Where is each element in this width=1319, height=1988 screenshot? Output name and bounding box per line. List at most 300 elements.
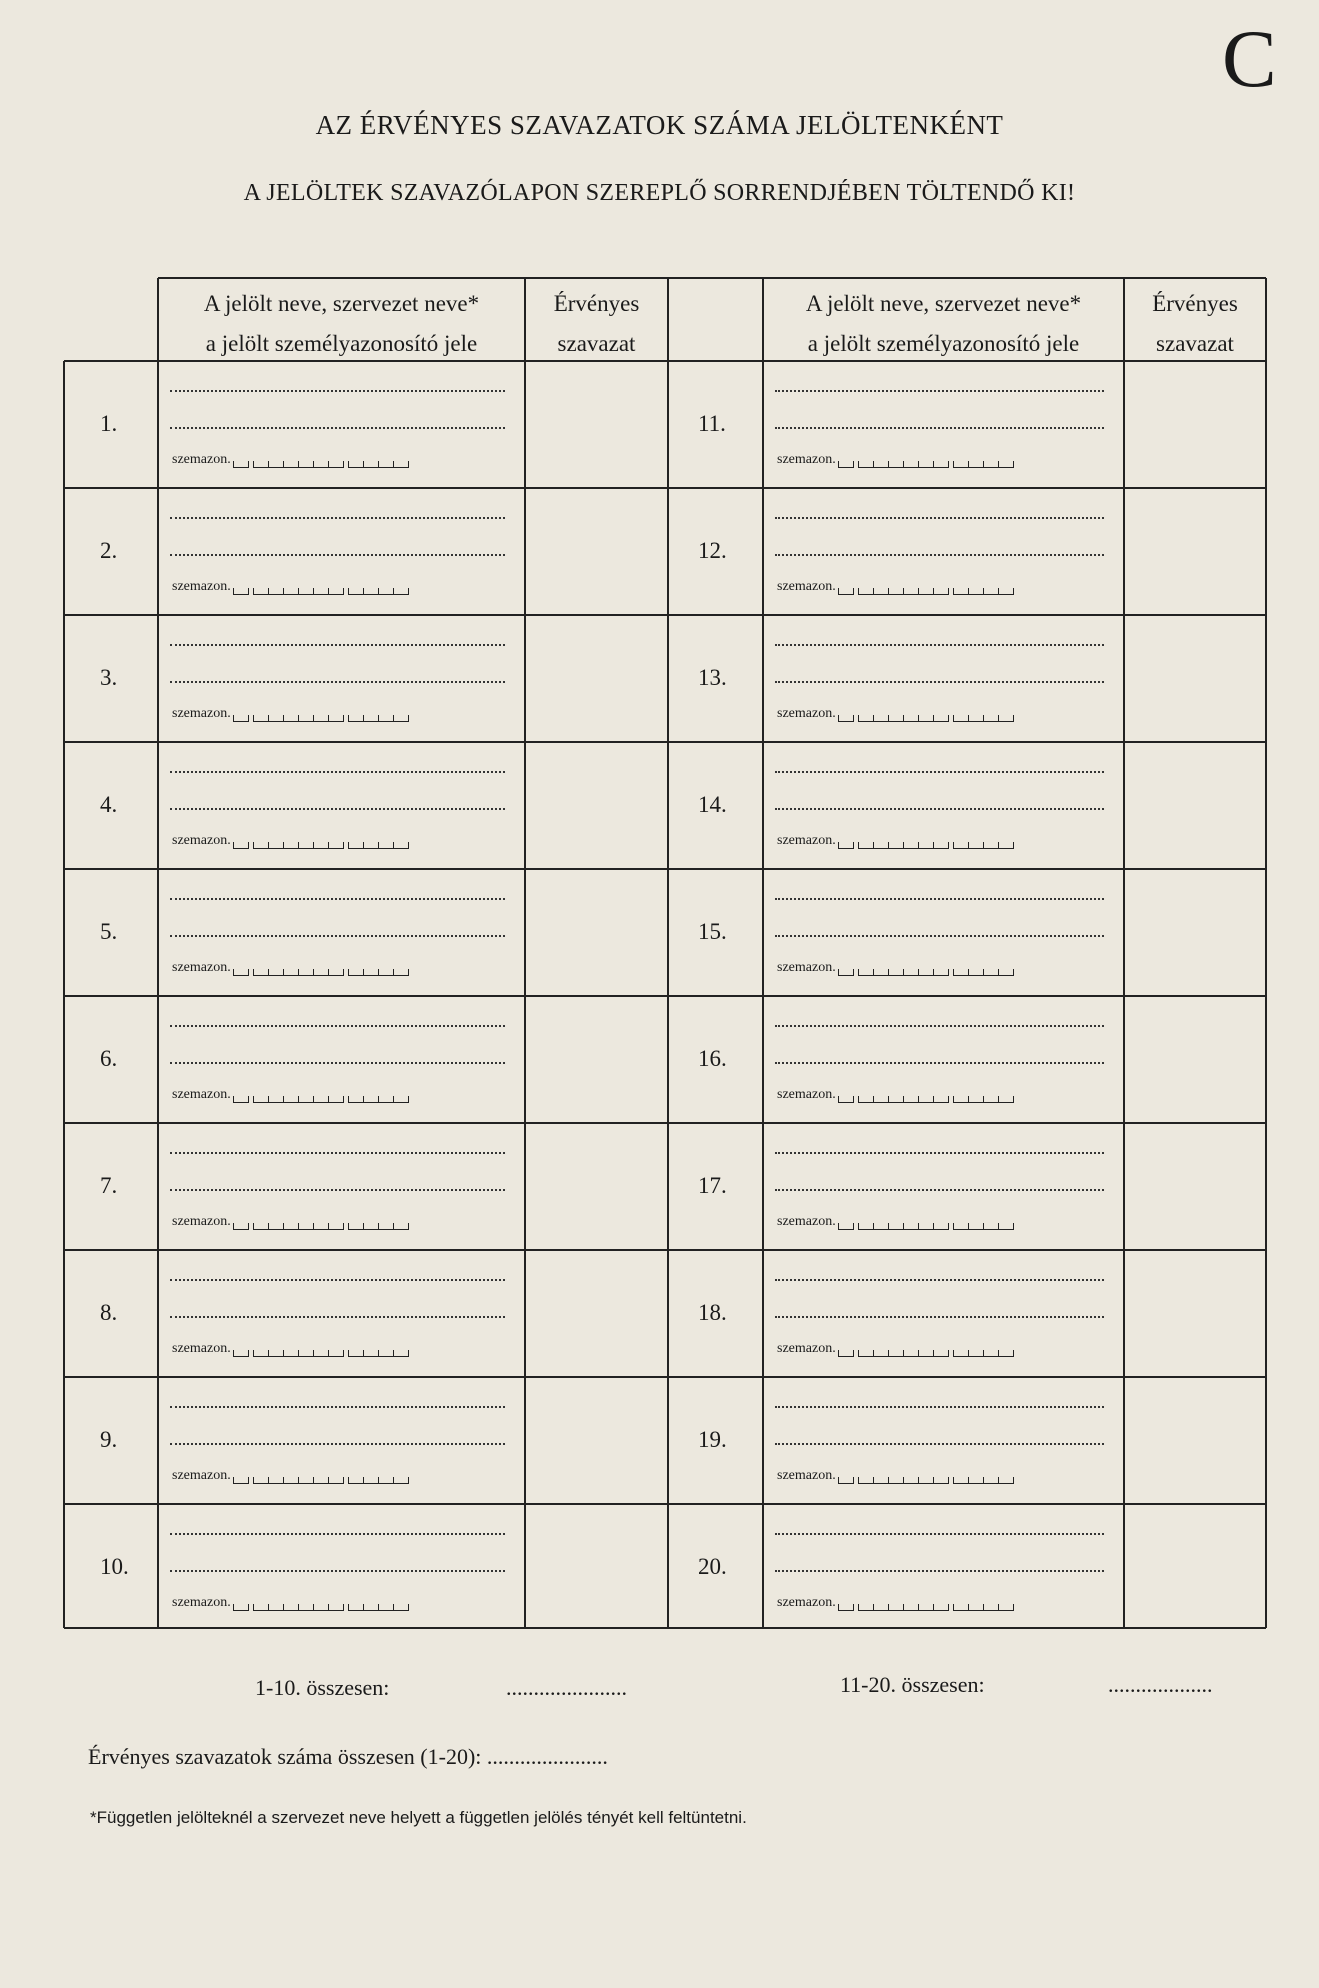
id-digit-box: [313, 715, 328, 722]
votes-cell[interactable]: [525, 1377, 665, 1504]
org-line-field[interactable]: [170, 681, 505, 683]
id-digit-box: [363, 1604, 378, 1611]
header-name-line1: A jelölt neve, szervezet neve*: [805, 291, 1082, 316]
id-digit-box: [983, 1350, 998, 1357]
votes-cell[interactable]: [1124, 1504, 1264, 1631]
id-digit-box: [233, 842, 249, 849]
id-digit-box: [873, 969, 888, 976]
id-digit-box: [378, 588, 393, 595]
votes-cell[interactable]: [525, 1250, 665, 1377]
name-line-field[interactable]: [775, 644, 1104, 646]
row-number: 14.: [698, 792, 727, 817]
name-line-field[interactable]: [775, 771, 1104, 773]
total-1-10-label: 1-10. összesen:: [255, 1675, 390, 1700]
id-digit-box: [268, 715, 283, 722]
votes-cell[interactable]: [525, 869, 665, 996]
org-line-field[interactable]: [775, 808, 1104, 810]
id-digit-box: [253, 1223, 268, 1230]
id-digit-box: [348, 1223, 363, 1230]
id-digit-box: [933, 842, 949, 849]
id-digit-box: [363, 969, 378, 976]
id-digit-box: [298, 1350, 313, 1357]
votes-cell[interactable]: [1124, 488, 1264, 615]
id-digit-box: [268, 588, 283, 595]
form-title: AZ ÉRVÉNYES SZAVAZATOK SZÁMA JELÖLTENKÉNT: [315, 110, 1004, 140]
id-digit-box: [903, 842, 918, 849]
personal-id-label: szemazon.: [777, 1087, 836, 1102]
org-line-field[interactable]: [775, 935, 1104, 937]
id-digit-box: [983, 588, 998, 595]
id-digit-boxes[interactable]: [233, 1350, 409, 1357]
id-digit-box: [918, 588, 933, 595]
form-subtitle: A JELÖLTEK SZAVAZÓLAPON SZEREPLŐ SORRENDJÉBEN TÖLTENDŐ KI!: [243, 180, 1076, 206]
id-digit-box: [953, 715, 968, 722]
name-line-field[interactable]: [170, 898, 505, 900]
id-digit-box: [903, 1223, 918, 1230]
personal-id-field: [172, 452, 409, 468]
org-line-field[interactable]: [775, 1443, 1104, 1445]
id-digit-box: [858, 1477, 873, 1484]
id-digit-box: [313, 1604, 328, 1611]
id-digit-box: [268, 1477, 283, 1484]
id-digit-box: [983, 1604, 998, 1611]
org-line-field[interactable]: [170, 1570, 505, 1572]
row-number: 18.: [698, 1300, 727, 1325]
id-digit-boxes[interactable]: [233, 1604, 409, 1611]
total-1-10-field[interactable]: ......................: [506, 1675, 627, 1700]
grand-total-line[interactable]: Érvényes szavazatok száma összesen (1-20): ......................: [88, 1744, 608, 1769]
id-digit-boxes[interactable]: [838, 715, 1014, 722]
id-digit-box: [363, 588, 378, 595]
header-name-left: [158, 284, 525, 364]
personal-id-field: [777, 1595, 1014, 1611]
id-digit-box: [328, 1096, 344, 1103]
id-digit-box: [873, 588, 888, 595]
id-digit-box: [873, 1477, 888, 1484]
org-line-field[interactable]: [170, 808, 505, 810]
id-digit-box: [838, 588, 854, 595]
id-digit-box: [838, 1096, 854, 1103]
id-digit-box: [933, 1477, 949, 1484]
id-digit-box: [393, 588, 409, 595]
id-digit-box: [918, 969, 933, 976]
personal-id-label: szemazon.: [777, 1214, 836, 1229]
name-line-field[interactable]: [170, 771, 505, 773]
votes-cell[interactable]: [525, 1504, 665, 1631]
id-digit-box: [393, 1477, 409, 1484]
id-digit-box: [363, 1350, 378, 1357]
id-digit-box: [838, 1604, 854, 1611]
id-digit-box: [888, 1096, 903, 1103]
id-digit-box: [233, 1477, 249, 1484]
name-line-field[interactable]: [170, 1279, 505, 1281]
header-votes-left: [525, 284, 668, 364]
name-line-field[interactable]: [170, 1406, 505, 1408]
id-digit-box: [233, 715, 249, 722]
name-line-field[interactable]: [170, 390, 505, 392]
votes-cell[interactable]: [525, 1123, 665, 1250]
votes-cell[interactable]: [1124, 1250, 1264, 1377]
id-digit-box: [903, 969, 918, 976]
id-digit-box: [298, 1096, 313, 1103]
id-digit-box: [253, 1350, 268, 1357]
form-letter: C: [1222, 13, 1277, 104]
personal-id-label: szemazon.: [172, 960, 231, 975]
personal-id-label: szemazon.: [777, 1468, 836, 1483]
id-digit-box: [283, 461, 298, 468]
personal-id-label: szemazon.: [777, 452, 836, 467]
id-digit-box: [233, 969, 249, 976]
id-digit-boxes[interactable]: [838, 461, 1014, 468]
id-digit-box: [933, 1350, 949, 1357]
org-line-field[interactable]: [170, 1316, 505, 1318]
id-digit-box: [298, 842, 313, 849]
id-digit-boxes[interactable]: [233, 1477, 409, 1484]
id-digit-boxes[interactable]: [838, 969, 1014, 976]
id-digit-box: [968, 1604, 983, 1611]
id-digit-box: [393, 715, 409, 722]
votes-cell[interactable]: [1124, 615, 1264, 742]
id-digit-box: [283, 842, 298, 849]
id-digit-box: [953, 1477, 968, 1484]
personal-id-field: [777, 452, 1014, 468]
org-line-field[interactable]: [170, 1062, 505, 1064]
id-digit-box: [873, 1096, 888, 1103]
personal-id-label: szemazon.: [172, 1341, 231, 1356]
votes-cell[interactable]: [525, 615, 665, 742]
row-number: 15.: [698, 919, 727, 944]
personal-id-label: szemazon.: [777, 960, 836, 975]
name-line-field[interactable]: [775, 1152, 1104, 1154]
id-digit-box: [998, 715, 1014, 722]
id-digit-box: [348, 715, 363, 722]
id-digit-box: [363, 1223, 378, 1230]
row-number: 3.: [100, 665, 118, 690]
org-line-field[interactable]: [775, 681, 1104, 683]
id-digit-box: [983, 461, 998, 468]
id-digit-box: [918, 461, 933, 468]
id-digit-box: [918, 1350, 933, 1357]
id-digit-box: [363, 461, 378, 468]
votes-cell[interactable]: [1124, 742, 1264, 869]
personal-id-label: szemazon.: [777, 1341, 836, 1356]
id-digit-box: [298, 461, 313, 468]
personal-id-field: [172, 960, 409, 976]
id-digit-box: [873, 1223, 888, 1230]
id-digit-box: [953, 1223, 968, 1230]
id-digit-box: [888, 588, 903, 595]
id-digit-box: [268, 1096, 283, 1103]
org-line-field[interactable]: [775, 427, 1104, 429]
id-digit-box: [998, 461, 1014, 468]
personal-id-field: [172, 1087, 409, 1103]
id-digit-box: [953, 588, 968, 595]
votes-cell[interactable]: [1124, 996, 1264, 1123]
id-digit-box: [233, 1223, 249, 1230]
personal-id-field: [777, 1341, 1014, 1357]
id-digit-box: [328, 1223, 344, 1230]
id-digit-box: [328, 588, 344, 595]
votes-cell[interactable]: [1124, 1123, 1264, 1250]
id-digit-boxes[interactable]: [233, 969, 409, 976]
row-number: 12.: [698, 538, 727, 563]
id-digit-box: [268, 1604, 283, 1611]
personal-id-field: [777, 960, 1014, 976]
id-digit-box: [393, 461, 409, 468]
id-digit-box: [298, 1223, 313, 1230]
name-line-field[interactable]: [775, 517, 1104, 519]
id-digit-box: [983, 969, 998, 976]
id-digit-box: [873, 715, 888, 722]
personal-id-field: [172, 833, 409, 849]
id-digit-boxes[interactable]: [838, 1604, 1014, 1611]
org-line-field[interactable]: [775, 554, 1104, 556]
id-digit-box: [348, 969, 363, 976]
id-digit-box: [268, 842, 283, 849]
votes-cell[interactable]: [1124, 1377, 1264, 1504]
row-number: 16.: [698, 1046, 727, 1071]
id-digit-box: [903, 1350, 918, 1357]
id-digit-box: [313, 1477, 328, 1484]
id-digit-box: [253, 715, 268, 722]
id-digit-boxes[interactable]: [233, 1096, 409, 1103]
id-digit-box: [363, 1477, 378, 1484]
id-digit-box: [858, 588, 873, 595]
id-digit-box: [328, 1350, 344, 1357]
id-digit-boxes[interactable]: [838, 1350, 1014, 1357]
id-digit-box: [983, 1096, 998, 1103]
id-digit-box: [253, 1477, 268, 1484]
id-digit-box: [348, 1477, 363, 1484]
row-number: 8.: [100, 1300, 118, 1325]
id-digit-boxes[interactable]: [233, 588, 409, 595]
personal-id-label: szemazon.: [172, 1214, 231, 1229]
id-digit-box: [313, 1223, 328, 1230]
personal-id-field: [777, 1468, 1014, 1484]
id-digit-box: [888, 842, 903, 849]
personal-id-label: szemazon.: [777, 833, 836, 848]
id-digit-box: [253, 588, 268, 595]
id-digit-box: [903, 461, 918, 468]
id-digit-box: [968, 1350, 983, 1357]
id-digit-box: [283, 1096, 298, 1103]
id-digit-box: [888, 1350, 903, 1357]
id-digit-box: [378, 1350, 393, 1357]
id-digit-box: [283, 715, 298, 722]
id-digit-box: [233, 461, 249, 468]
id-digit-box: [953, 842, 968, 849]
id-digit-box: [393, 1604, 409, 1611]
personal-id-field: [172, 1214, 409, 1230]
header-votes-line2: szavazat: [557, 331, 636, 356]
id-digit-box: [858, 969, 873, 976]
name-line-field[interactable]: [170, 1025, 505, 1027]
row-number: 13.: [698, 665, 727, 690]
id-digit-box: [858, 715, 873, 722]
id-digit-box: [903, 1604, 918, 1611]
votes-cell[interactable]: [525, 742, 665, 869]
org-line-field[interactable]: [775, 1062, 1104, 1064]
id-digit-box: [838, 842, 854, 849]
id-digit-box: [953, 1604, 968, 1611]
personal-id-field: [777, 1214, 1014, 1230]
id-digit-box: [953, 461, 968, 468]
id-digit-boxes[interactable]: [233, 1223, 409, 1230]
row-number: 20.: [698, 1554, 727, 1579]
id-digit-box: [838, 461, 854, 468]
id-digit-boxes[interactable]: [233, 715, 409, 722]
id-digit-box: [998, 842, 1014, 849]
id-digit-box: [393, 1223, 409, 1230]
id-digit-box: [348, 588, 363, 595]
id-digit-box: [328, 1477, 344, 1484]
personal-id-label: szemazon.: [172, 1468, 231, 1483]
id-digit-box: [953, 1350, 968, 1357]
id-digit-box: [378, 1477, 393, 1484]
org-line-field[interactable]: [170, 935, 505, 937]
id-digit-box: [968, 842, 983, 849]
id-digit-box: [838, 715, 854, 722]
id-digit-box: [968, 715, 983, 722]
name-line-field[interactable]: [170, 1533, 505, 1535]
header-votes-line2: szavazat: [1156, 331, 1234, 356]
header-votes-right: [1124, 284, 1266, 364]
header-name-line2: a jelölt személyazonosító jele: [807, 331, 1080, 356]
id-digit-box: [283, 969, 298, 976]
id-digit-boxes[interactable]: [838, 1477, 1014, 1484]
id-digit-box: [393, 842, 409, 849]
org-line-field[interactable]: [170, 427, 505, 429]
id-digit-box: [838, 1223, 854, 1230]
org-line-field[interactable]: [775, 1570, 1104, 1572]
id-digit-boxes[interactable]: [838, 1096, 1014, 1103]
personal-id-label: szemazon.: [172, 1087, 231, 1102]
org-line-field[interactable]: [170, 554, 505, 556]
id-digit-box: [283, 1477, 298, 1484]
id-digit-box: [313, 842, 328, 849]
name-line-field[interactable]: [775, 1279, 1104, 1281]
id-digit-box: [888, 461, 903, 468]
id-digit-box: [918, 1223, 933, 1230]
name-line-field[interactable]: [775, 898, 1104, 900]
id-digit-boxes[interactable]: [838, 1223, 1014, 1230]
id-digit-box: [363, 842, 378, 849]
id-digit-box: [268, 1223, 283, 1230]
votes-cell[interactable]: [1124, 869, 1264, 996]
id-digit-box: [968, 969, 983, 976]
id-digit-box: [998, 1096, 1014, 1103]
personal-id-field: [777, 1087, 1014, 1103]
row-number: 11.: [698, 411, 726, 436]
name-line-field[interactable]: [170, 1152, 505, 1154]
id-digit-box: [313, 588, 328, 595]
header-votes-line1: Érvényes: [1152, 291, 1238, 316]
id-digit-boxes[interactable]: [233, 461, 409, 468]
personal-id-field: [777, 833, 1014, 849]
id-digit-box: [283, 1350, 298, 1357]
name-line-field[interactable]: [170, 517, 505, 519]
row-number: 2.: [100, 538, 118, 563]
org-line-field[interactable]: [775, 1189, 1104, 1191]
org-line-field[interactable]: [170, 1443, 505, 1445]
id-digit-box: [328, 969, 344, 976]
personal-id-field: [172, 706, 409, 722]
id-digit-box: [873, 1350, 888, 1357]
id-digit-box: [298, 1604, 313, 1611]
id-digit-box: [903, 715, 918, 722]
id-digit-box: [393, 1096, 409, 1103]
id-digit-box: [283, 588, 298, 595]
id-digit-box: [918, 715, 933, 722]
id-digit-box: [838, 1350, 854, 1357]
id-digit-box: [873, 461, 888, 468]
personal-id-label: szemazon.: [777, 1595, 836, 1610]
id-digit-box: [858, 461, 873, 468]
id-digit-box: [378, 969, 393, 976]
personal-id-field: [172, 1595, 409, 1611]
row-number: 19.: [698, 1427, 727, 1452]
id-digit-boxes[interactable]: [838, 842, 1014, 849]
id-digit-box: [313, 969, 328, 976]
row-number: 5.: [100, 919, 118, 944]
id-digit-box: [888, 1477, 903, 1484]
name-line-field[interactable]: [170, 644, 505, 646]
id-digit-boxes[interactable]: [233, 842, 409, 849]
id-digit-box: [858, 1096, 873, 1103]
id-digit-box: [378, 715, 393, 722]
votes-cell[interactable]: [525, 996, 665, 1123]
id-digit-box: [983, 715, 998, 722]
id-digit-box: [393, 969, 409, 976]
id-digit-box: [873, 1604, 888, 1611]
id-digit-box: [838, 1477, 854, 1484]
id-digit-box: [838, 969, 854, 976]
id-digit-box: [903, 588, 918, 595]
personal-id-field: [777, 579, 1014, 595]
id-digit-box: [233, 1350, 249, 1357]
id-digit-box: [903, 1096, 918, 1103]
votes-cell[interactable]: [1124, 361, 1264, 488]
votes-cell[interactable]: [525, 488, 665, 615]
name-line-field[interactable]: [775, 1406, 1104, 1408]
name-line-field[interactable]: [775, 1025, 1104, 1027]
id-digit-box: [968, 1477, 983, 1484]
row-number: 1.: [100, 411, 118, 436]
name-line-field[interactable]: [775, 390, 1104, 392]
id-digit-box: [253, 842, 268, 849]
id-digit-box: [858, 1223, 873, 1230]
row-number: 10.: [100, 1554, 129, 1579]
id-digit-boxes[interactable]: [838, 588, 1014, 595]
votes-cell[interactable]: [525, 361, 665, 488]
id-digit-box: [888, 1223, 903, 1230]
id-digit-box: [933, 1096, 949, 1103]
footnote: *Független jelölteknél a szervezet neve helyett a független jelölés tényét kell feltüntetni.: [90, 1808, 747, 1827]
id-digit-box: [888, 715, 903, 722]
id-digit-box: [953, 1096, 968, 1103]
id-digit-box: [348, 1350, 363, 1357]
id-digit-box: [268, 969, 283, 976]
id-digit-box: [918, 842, 933, 849]
row-number: 9.: [100, 1427, 118, 1452]
org-line-field[interactable]: [170, 1189, 505, 1191]
name-line-field[interactable]: [775, 1533, 1104, 1535]
org-line-field[interactable]: [775, 1316, 1104, 1318]
personal-id-label: szemazon.: [777, 706, 836, 721]
total-11-20-field[interactable]: ...................: [1108, 1672, 1213, 1697]
id-digit-box: [328, 715, 344, 722]
id-digit-box: [298, 588, 313, 595]
